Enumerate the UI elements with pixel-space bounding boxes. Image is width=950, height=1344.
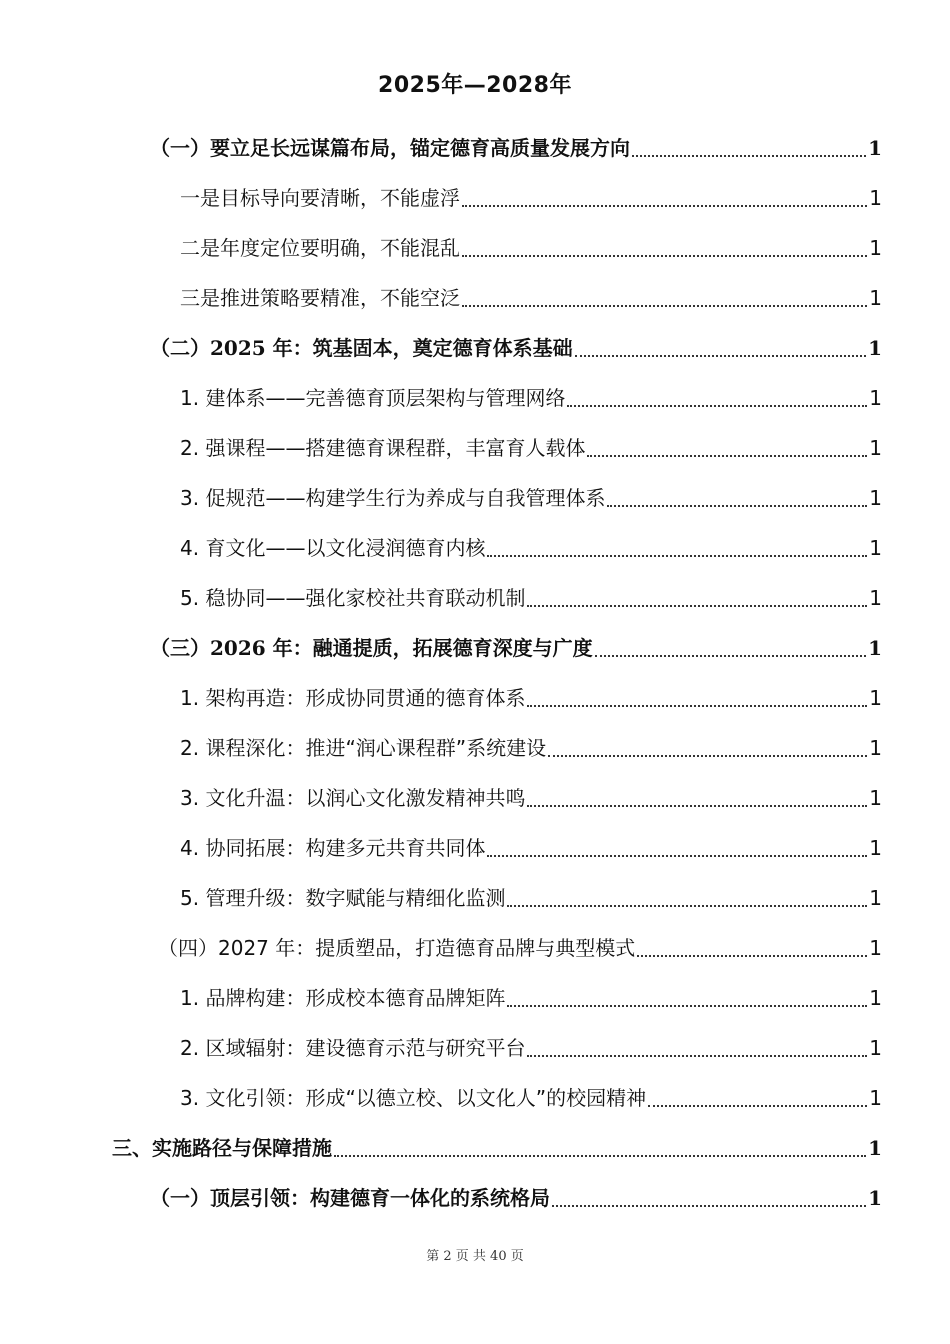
toc-entry-label: （三）2026 年：融通提质，拓展德育深度与广度 (150, 636, 593, 660)
toc-entry[interactable] (180, 673, 882, 723)
dot-leader (487, 555, 867, 557)
toc-entry-page: 1 (869, 836, 882, 860)
toc-entry-page: 1 (869, 386, 882, 410)
dot-leader (567, 405, 867, 407)
toc-entry-page: 1 (869, 786, 882, 810)
toc-entry-page: 1 (869, 586, 882, 610)
dot-leader (527, 605, 867, 607)
toc-entry-page: 1 (868, 1136, 882, 1160)
toc-entry-label: 2. 课程深化：推进“润心课程群”系统建设 (180, 736, 547, 760)
toc-entry-page: 1 (869, 986, 882, 1010)
toc-entry-page: 1 (868, 336, 882, 360)
dot-leader (637, 955, 867, 957)
dot-leader (462, 255, 867, 257)
toc-entry[interactable] (180, 223, 882, 273)
toc-entry-page: 1 (869, 436, 882, 460)
toc-entry[interactable] (180, 1073, 882, 1123)
toc-entry[interactable] (180, 823, 882, 873)
toc-entry-label: 三是推进策略要精准，不能空泛 (180, 286, 460, 310)
dot-leader (552, 1205, 866, 1207)
toc-entry[interactable] (180, 373, 882, 423)
toc-entry-page: 1 (869, 486, 882, 510)
dot-leader (648, 1105, 867, 1107)
toc-entry-page: 1 (869, 886, 882, 910)
dot-leader (575, 355, 866, 357)
dot-leader (595, 655, 866, 657)
dot-leader (527, 1055, 867, 1057)
toc-entry-label: （一）要立足长远谋篇布局，锚定德育高质量发展方向 (150, 136, 630, 160)
toc-entry-page: 1 (868, 136, 882, 160)
toc-entry-label: （二）2025 年：筑基固本，奠定德育体系基础 (150, 336, 573, 360)
toc-entry[interactable] (180, 423, 882, 473)
toc-entry[interactable] (150, 123, 882, 173)
toc-entry-page: 1 (869, 1036, 882, 1060)
toc-entry-label: 2. 区域辐射：建设德育示范与研究平台 (180, 1036, 526, 1060)
toc-entry-label: （一）顶层引领：构建德育一体化的系统格局 (150, 1186, 550, 1210)
toc-entry[interactable] (180, 873, 882, 923)
toc-entry[interactable] (180, 573, 882, 623)
toc-entry-label: 2. 强课程——搭建德育课程群，丰富育人载体 (180, 436, 586, 460)
toc-entry-label: 5. 稳协同——强化家校社共育联动机制 (180, 586, 526, 610)
toc-entry-label: 1. 架构再造：形成协同贯通的德育体系 (180, 686, 526, 710)
dot-leader (587, 455, 867, 457)
toc-entry[interactable] (180, 973, 882, 1023)
toc-entry[interactable] (180, 173, 882, 223)
toc-entry-page: 1 (868, 1186, 882, 1210)
toc-entry-label: 5. 管理升级：数字赋能与精细化监测 (180, 886, 506, 910)
toc-entry-page: 1 (869, 286, 882, 310)
toc-entry-label: 三、实施路径与保障措施 (112, 1136, 332, 1160)
toc-entry-page: 1 (869, 736, 882, 760)
toc-entry-label: 3. 文化升温：以润心文化激发精神共鸣 (180, 786, 526, 810)
toc-entry-page: 1 (869, 936, 882, 960)
toc-entry-page: 1 (869, 536, 882, 560)
toc-entry-page: 1 (869, 236, 882, 260)
dot-leader (462, 205, 867, 207)
toc-entry-label: （四）2027 年：提质塑品，打造德育品牌与典型模式 (158, 936, 636, 960)
dot-leader (507, 905, 867, 907)
toc-entry[interactable] (180, 723, 882, 773)
toc-entry-label: 一是目标导向要清晰，不能虚浮 (180, 186, 460, 210)
toc-entry[interactable] (180, 523, 882, 573)
toc-entry-label: 4. 协同拓展：构建多元共育共同体 (180, 836, 486, 860)
toc-entry[interactable] (180, 1023, 882, 1073)
dot-leader (334, 1155, 866, 1157)
dot-leader (527, 705, 867, 707)
toc-entry[interactable] (150, 623, 882, 673)
toc-entry[interactable] (180, 473, 882, 523)
toc-entry-page: 1 (869, 186, 882, 210)
toc-entry[interactable] (180, 773, 882, 823)
toc-entry-page: 1 (869, 1086, 882, 1110)
toc-entry-label: 1. 建体系——完善德育顶层架构与管理网络 (180, 386, 566, 410)
toc-entry[interactable] (150, 323, 882, 373)
toc-entry-label: 二是年度定位要明确，不能混乱 (180, 236, 460, 260)
dot-leader (462, 305, 867, 307)
toc-entry-page: 1 (869, 686, 882, 710)
dot-leader (507, 1005, 867, 1007)
toc-entry-label: 3. 文化引领：形成“以德立校、以文化人”的校园精神 (180, 1086, 647, 1110)
dot-leader (487, 855, 867, 857)
toc-entry[interactable] (150, 1173, 882, 1223)
page-title: 2025年—2028年 (378, 73, 572, 98)
dot-leader (607, 505, 867, 507)
toc-entry-page: 1 (868, 636, 882, 660)
toc-entry[interactable] (158, 923, 882, 973)
toc-entry-label: 3. 促规范——构建学生行为养成与自我管理体系 (180, 486, 606, 510)
dot-leader (548, 755, 867, 757)
toc-entry-label: 4. 育文化——以文化浸润德育内核 (180, 536, 486, 560)
page-footer: 第 2 页 共 40 页 (426, 1249, 524, 1264)
toc-entry[interactable] (112, 1123, 882, 1173)
toc-entry[interactable] (180, 273, 882, 323)
dot-leader (632, 155, 866, 157)
dot-leader (527, 805, 867, 807)
toc-entry-label: 1. 品牌构建：形成校本德育品牌矩阵 (180, 986, 506, 1010)
